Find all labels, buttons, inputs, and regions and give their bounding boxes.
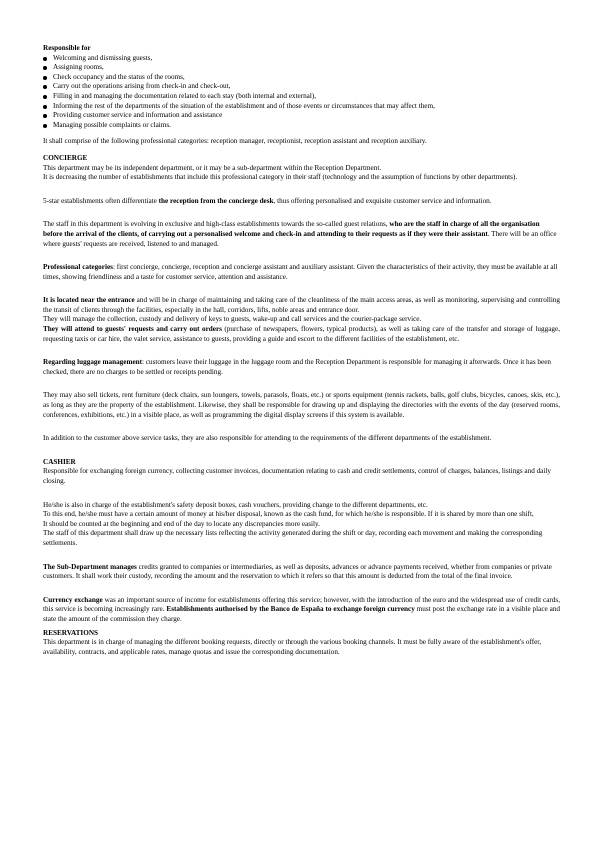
list-item: Check occupancy and the status of the rooms, xyxy=(43,73,560,83)
concierge-paragraph: It is decreasing the number of establishments that include this professional category in their staff (technology and the assumption of functions by other departments). xyxy=(43,173,518,182)
list-item: Filling in and managing the documentation related to each stay (both internal and external), xyxy=(43,92,560,102)
cashier-paragraph: Responsible for exchanging foreign currency, collecting customer invoices, documentation relating to cash and credit settlements, control of charges, balances, listings and daily closing. xyxy=(43,467,551,485)
responsible-heading: Responsible for xyxy=(43,44,91,52)
concierge-paragraph: In addition to the customer above service tasks, they are also responsible for attending to the requirements of the different departments of the establishment. xyxy=(43,434,492,443)
bullet-icon xyxy=(43,95,47,99)
cashier-paragraph: The staff of this department shall draw up the necessary lists reflecting the activity generated during the shift or day, recording each movement and making the corresponding settlements. xyxy=(43,529,543,547)
bullet-icon xyxy=(43,114,47,118)
reservations-heading: RESERVATIONS xyxy=(43,628,99,637)
cashier-paragraph: The Sub-Department manages credits granted to companies or intermediaries, as well as deposits, advances or advance payments received, whether from companies or private customers. It shall work their custody, recording the amount and the reservation to which it refers so that this amount is deducted from the total of the final invoice. xyxy=(43,562,552,581)
concierge-paragraph: Professional categories: first concierge, concierge, reception and concierge assistant and auxiliary assistant. Given the characteristics of their activity, they must be available at all times, showing friendliness and a taste for customer service, attention and assistance. xyxy=(43,263,558,281)
concierge-paragraph: This department may be its independent department, or it may be a sub-department within the Reception Department. xyxy=(43,163,382,172)
concierge-paragraph: It is located near the entrance and will be in charge of maintaining and taking care of the cleanliness of the main access areas, as well as monitoring, supervising and controlling the transit of clients through the facilities, especially in the hall, corridors, lifts, noble areas and entrance door. xyxy=(43,296,560,314)
cashier-paragraph: Currency exchange was an important source of income for establishments offering this service; however, with the introduction of the euro and the widespread use of credit cards, this service is becoming increasingly rare. Establishments authorised by the Banco de España to exchange foreign currency must post the exchange rate in a visible place and state the amount of the commission they charge. xyxy=(43,595,560,623)
list-item: Providing customer service and information and assistance xyxy=(43,111,560,121)
concierge-paragraph: They will manage the collection, custody and delivery of keys to guests, wake-up and call services and the courier-package service. xyxy=(43,315,422,324)
list-item: Managing possible complaints or claims. xyxy=(43,121,560,131)
bullet-icon xyxy=(43,76,47,80)
cashier-paragraph: It should be counted at the beginning and end of the day to locate any discrepancies more easily. xyxy=(43,519,320,528)
concierge-paragraph: 5-star establishments often differentiate the reception from the concierge desk, thus offering personalised and exquisite customer service and information. xyxy=(43,196,492,205)
list-item: Assigning rooms, xyxy=(43,63,560,73)
list-item: Informing the rest of the departments of the situation of the establishment and of those events or circumstances that may affect them, xyxy=(43,102,560,112)
responsible-list xyxy=(43,54,560,131)
bullet-icon xyxy=(43,105,47,109)
reservations-paragraph: This department is in charge of managing the different booking requests, directly or through the various booking channels. It must be fully aware of the establishment's offer, availability, contracts, and applicable rates, manage quotas and issue the corresponding documentation. xyxy=(43,638,542,656)
bullet-icon xyxy=(43,85,47,89)
concierge-heading: CONCIERGE xyxy=(43,153,88,162)
list-item: Welcoming and dismissing guests, xyxy=(43,54,560,64)
bullet-icon xyxy=(43,66,47,70)
concierge-paragraph: They will attend to guests' requests and carry out orders (purchase of newspapers, flowers, typical products), as well as taking care of the transfer and storage of luggage, requesting taxis or car hire, the valet service, assistance to guests, providing a guide and escort to the different facilities of the establishment, etc. xyxy=(43,325,560,343)
bullet-icon xyxy=(43,57,47,61)
categories-text: It shall comprise of the following professional categories: reception manager, receptionist, reception assistant and reception auxiliary. xyxy=(43,137,427,146)
cashier-paragraph: To this end, he/she must have a certain amount of money at his/her disposal, known as the cash fund, for which he/she is responsible. If it is shared by more than one shift, xyxy=(43,510,534,519)
cashier-heading: CASHIER xyxy=(43,457,76,466)
concierge-paragraph: They may also sell tickets, rent furniture (deck chairs, sun loungers, towels, parasols, floats, etc.) or sports equipment (tennis rackets, balls, golf clubs, bicycles, canoes, skis, etc.), as long as they are the property of the establishment. Likewise, they shall be responsible for drawing up and displaying the directories with the events of the day (reserved rooms, conferences, exhibitions, etc.) in a visible place, as well as programming the digital display screens if this system is available. xyxy=(43,391,560,419)
concierge-paragraph: Regarding luggage management: customers leave their luggage in the luggage room and the Reception Department is responsible for managing it afterwards. Once it has been checked, there are no charges to be settled or receipts pending. xyxy=(43,358,551,376)
list-item: Carry out the operations arising from check-in and check-out, xyxy=(43,82,560,92)
bullet-icon xyxy=(43,124,47,128)
concierge-paragraph: The staff in this department is evolving in exclusive and high-class establishments towards the so-called guest relations, who are the staff in charge of all the organisation before the arrival of the clients, of carrying out a personalised welcome and check-in and attending to their requests as if they were their assistant. There will be an office where guests' requests are received, listened to and managed. xyxy=(43,220,557,248)
cashier-paragraph: He/she is also in charge of the establishment's safety deposit boxes, cash vouchers, providing change to the different departments, etc. xyxy=(43,500,428,509)
